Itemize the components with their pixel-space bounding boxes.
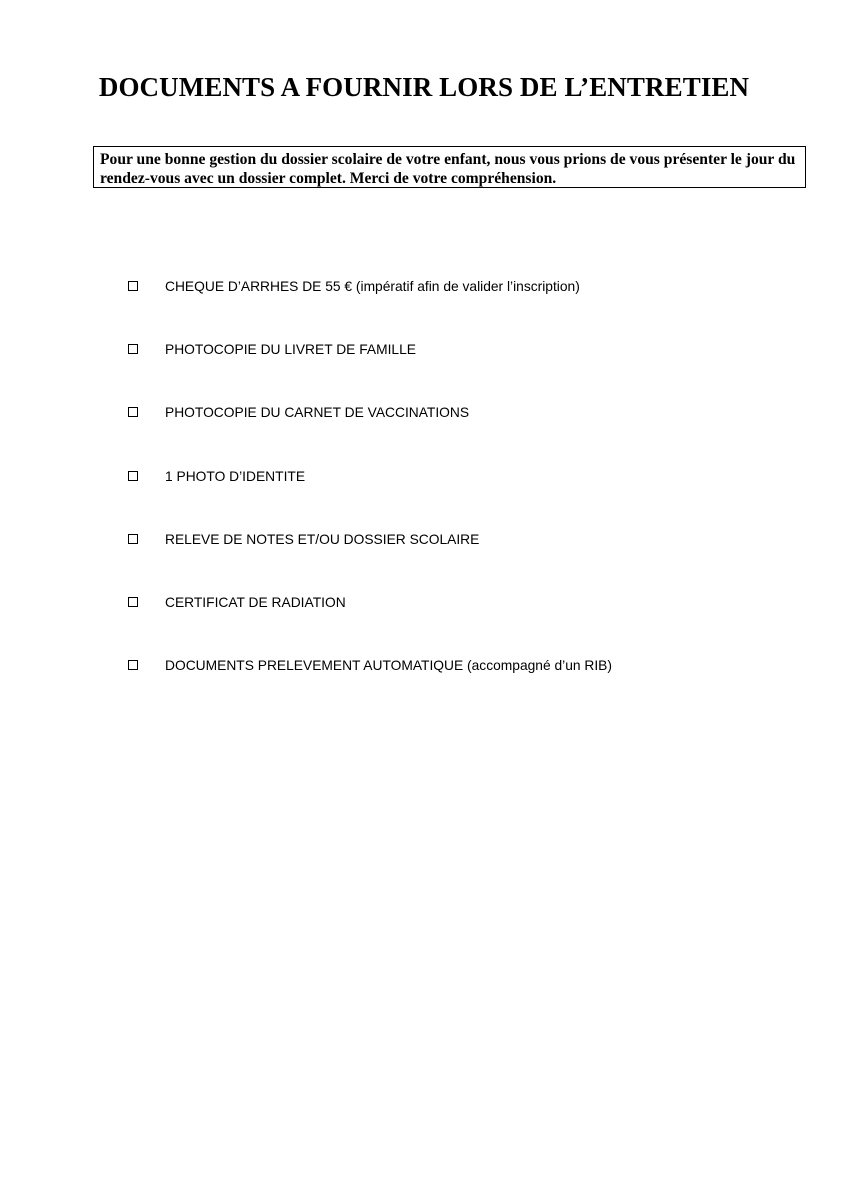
checkbox-icon[interactable] xyxy=(128,471,138,481)
notice-box: Pour une bonne gestion du dossier scolaire de votre enfant, nous vous prions de vous présenter le jour du rendez-vous avec un dossier complet. Merci de votre compréhension. xyxy=(93,146,806,188)
checkbox-icon[interactable] xyxy=(128,660,138,670)
checkbox-icon[interactable] xyxy=(128,597,138,607)
checklist-item-label: DOCUMENTS PRELEVEMENT AUTOMATIQUE (accompagné d’un RIB) xyxy=(165,658,612,674)
checklist-item-label: RELEVE DE NOTES ET/OU DOSSIER SCOLAIRE xyxy=(165,531,480,547)
checklist-item-label: CERTIFICAT DE RADIATION xyxy=(165,594,346,610)
checkbox-icon[interactable] xyxy=(128,407,138,417)
checklist-item xyxy=(128,529,768,592)
checklist-item-label: PHOTOCOPIE DU LIVRET DE FAMILLE xyxy=(165,342,416,358)
checklist-item xyxy=(128,402,768,465)
checkbox-icon[interactable] xyxy=(128,281,138,291)
documents-checklist xyxy=(128,276,768,718)
checklist-item-label: CHEQUE D’ARRHES DE 55 € (impératif afin de valider l’inscription) xyxy=(165,279,580,294)
checklist-item xyxy=(128,339,768,402)
checklist-item xyxy=(128,466,768,529)
checklist-item xyxy=(128,276,768,339)
checklist-item xyxy=(128,655,768,718)
checklist-item-label: PHOTOCOPIE DU CARNET DE VACCINATIONS xyxy=(165,405,470,421)
checkbox-icon[interactable] xyxy=(128,534,138,544)
checklist-item-label: 1 PHOTO D’IDENTITE xyxy=(165,468,306,484)
checkbox-icon[interactable] xyxy=(128,344,138,354)
page-title: DOCUMENTS A FOURNIR LORS DE L’ENTRETIEN xyxy=(98,72,750,102)
checklist-item xyxy=(128,592,768,655)
